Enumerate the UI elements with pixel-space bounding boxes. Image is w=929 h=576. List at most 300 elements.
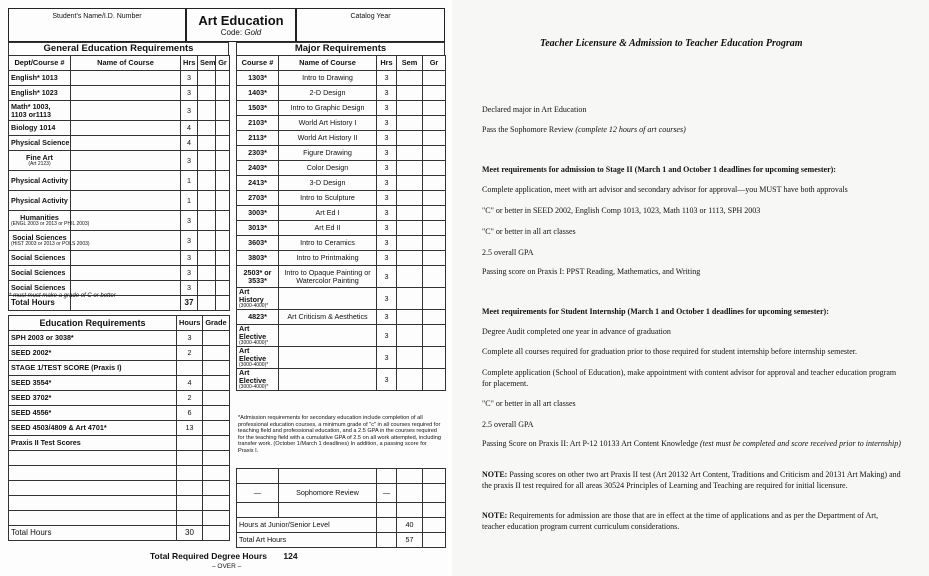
major-hrs: 3 bbox=[377, 288, 397, 310]
major-sem-field[interactable] bbox=[397, 236, 423, 251]
gen-ed-course-name: Fine Art bbox=[26, 153, 53, 162]
major-course-name: Art Ed II bbox=[279, 221, 377, 236]
gen-ed-sem-field[interactable] bbox=[198, 231, 216, 251]
major-course-name[interactable] bbox=[279, 347, 377, 369]
major-hrs: 3 bbox=[377, 369, 397, 391]
sb6 bbox=[237, 503, 279, 518]
sophomore-sem[interactable] bbox=[397, 484, 423, 503]
edu-grade-field[interactable] bbox=[203, 391, 230, 406]
sb4 bbox=[397, 469, 423, 484]
edu-blank-cell[interactable] bbox=[9, 511, 177, 526]
edu-blank-grade bbox=[203, 451, 230, 466]
sophomore-left: — bbox=[237, 484, 279, 503]
gen-ed-sem-field[interactable] bbox=[198, 101, 216, 121]
major-sem-field[interactable] bbox=[397, 161, 423, 176]
sophomore-right: — bbox=[377, 484, 397, 503]
gen-ed-footnote: * must must make a grade of C or better bbox=[9, 293, 116, 299]
major-hrs: 3 bbox=[377, 236, 397, 251]
edu-blank-grade bbox=[203, 511, 230, 526]
major-course-num: 3803* bbox=[248, 253, 267, 262]
gen-ed-sem-field[interactable] bbox=[198, 266, 216, 281]
edu-blank-hrs bbox=[177, 481, 203, 496]
major-course-name: World Art History I bbox=[279, 116, 377, 131]
total-art-value: 57 bbox=[397, 533, 423, 548]
sb3 bbox=[377, 469, 397, 484]
table-row bbox=[237, 131, 446, 146]
major-gr-field[interactable] bbox=[423, 310, 446, 325]
gen-ed-gr-field[interactable] bbox=[216, 231, 230, 251]
gen-ed-course-name: Social Sciences bbox=[11, 253, 66, 262]
table-row bbox=[237, 266, 446, 288]
gen-ed-course bbox=[9, 191, 71, 211]
gen-ed-course-name: English* 1023 bbox=[11, 88, 58, 97]
edu-hrs: 6 bbox=[177, 406, 203, 421]
gen-ed-course-sub: (Art 2123) bbox=[28, 161, 51, 167]
edu-course: SEED 4503/4809 & Art 4701* bbox=[9, 421, 177, 436]
gen-ed-course bbox=[9, 136, 71, 151]
edu-course: STAGE 1/TEST SCORE (Praxis I) bbox=[9, 361, 177, 376]
edu-table bbox=[8, 315, 230, 541]
edu-course: SEED 4556* bbox=[9, 406, 177, 421]
major-gr-field[interactable] bbox=[423, 191, 446, 206]
gen-ed-gr-field[interactable] bbox=[216, 101, 230, 121]
major-course-num: 3013* bbox=[248, 223, 267, 232]
major-course bbox=[237, 161, 279, 176]
table-row bbox=[9, 361, 230, 376]
internship-item-3: Complete application (School of Education), make appointment with content advisor for approval and teacher education program for placement. bbox=[482, 368, 897, 388]
gen-ed-gr-field[interactable] bbox=[216, 121, 230, 136]
edu-blank-grade bbox=[203, 496, 230, 511]
internship-item-4: "C" or better in all art classes bbox=[482, 399, 576, 408]
edu-total-label: Total Hours bbox=[9, 526, 177, 541]
internship-heading: Meet requirements for Student Internship (March 1 and October 1 deadlines for upcoming semester): bbox=[482, 307, 829, 316]
major-sem-field[interactable] bbox=[397, 71, 423, 86]
table-row bbox=[9, 86, 230, 101]
major-gr-field[interactable] bbox=[423, 101, 446, 116]
sophomore-review-label: Sophomore Review bbox=[279, 484, 377, 503]
table-row bbox=[9, 266, 230, 281]
edu-course: SEED 3702* bbox=[9, 391, 177, 406]
gen-ed-total-sem bbox=[198, 296, 216, 311]
major-course bbox=[237, 116, 279, 131]
gen-ed-course bbox=[9, 231, 90, 251]
gen-ed-hrs: 4 bbox=[181, 136, 198, 151]
gen-ed-sem-field[interactable] bbox=[198, 151, 216, 171]
table-row bbox=[237, 369, 446, 391]
edu-blank-cell[interactable] bbox=[9, 496, 177, 511]
note-two-text: Requirements for admission are those that are in effect at the time of applications and as per the Department of Art, teacher education program current curriculum considerations. bbox=[482, 511, 879, 531]
major-course-num: 1403* bbox=[248, 88, 267, 97]
program-title: Art Education bbox=[198, 13, 284, 28]
stage-two-heading: Meet requirements for admission to Stage II (March 1 and October 1 deadlines for upcoming semester): bbox=[482, 165, 836, 174]
edu-blank-row bbox=[9, 466, 230, 481]
gen-ed-name-field[interactable] bbox=[71, 151, 181, 171]
gen-ed-total-value: 37 bbox=[181, 296, 198, 311]
major-course-num: 3603* bbox=[248, 238, 267, 247]
admission-note: *Admission requirements for secondary education include completion of all professional education courses, a minimum grade of "c" in all courses required for teaching field and professional education, and a 2.5 GPA in the courses required for the teaching field with a cumulative GPA of 2.5 on all work attempted, including transfer work. (October 1/March 1 deadlines) In addition, a passing score for Praxis I. bbox=[238, 415, 441, 454]
edu-header-row bbox=[9, 316, 230, 331]
edu-course: SEED 3554* bbox=[9, 376, 177, 391]
major-gr-field[interactable] bbox=[423, 146, 446, 161]
gen-ed-name-field[interactable] bbox=[71, 136, 181, 151]
edu-course: Praxis II Test Scores bbox=[9, 436, 177, 451]
major-hrs: 3 bbox=[377, 266, 397, 288]
gen-ed-sem-field[interactable] bbox=[198, 171, 216, 191]
major-hrs: 3 bbox=[377, 131, 397, 146]
sb7 bbox=[279, 503, 377, 518]
edu-grade-field[interactable] bbox=[203, 406, 230, 421]
major-hrs: 3 bbox=[377, 146, 397, 161]
gen-ed-name-field[interactable] bbox=[71, 86, 181, 101]
stage-two-item-4: 2.5 overall GPA bbox=[482, 248, 534, 257]
gen-ed-title: General Education Requirements bbox=[8, 42, 229, 56]
gen-ed-sem-field[interactable] bbox=[198, 86, 216, 101]
major-course-sub: (3000-4000)* bbox=[239, 362, 269, 368]
major-sem-field[interactable] bbox=[397, 191, 423, 206]
major-course bbox=[237, 101, 279, 116]
edu-title: Education Requirements bbox=[9, 316, 177, 331]
edu-course: SEED 2002* bbox=[9, 346, 177, 361]
edu-grade-field[interactable] bbox=[203, 376, 230, 391]
major-course-sub: (3000-4000)* bbox=[239, 340, 269, 346]
gen-ed-gr-field[interactable] bbox=[216, 171, 230, 191]
gen-ed-sem-field[interactable] bbox=[198, 251, 216, 266]
major-gr-field[interactable] bbox=[423, 347, 446, 369]
gen-ed-name-field[interactable] bbox=[71, 101, 181, 121]
gen-ed-header-row bbox=[9, 56, 230, 71]
total-art-gr bbox=[423, 533, 446, 548]
gen-ed-name-field[interactable] bbox=[71, 191, 181, 211]
major-title: Major Requirements bbox=[236, 42, 445, 56]
gen-ed-sem-field[interactable] bbox=[198, 191, 216, 211]
edu-grade-field[interactable] bbox=[203, 361, 230, 376]
major-course-num: 2103* bbox=[248, 118, 267, 127]
edu-grade-field[interactable] bbox=[203, 331, 230, 346]
major-course bbox=[237, 251, 279, 266]
major-gr-field[interactable] bbox=[423, 288, 446, 310]
edu-hrs: 4 bbox=[177, 376, 203, 391]
table-row bbox=[237, 236, 446, 251]
gen-ed-hrs: 1 bbox=[181, 171, 198, 191]
edu-col-hours: Hours bbox=[177, 316, 203, 331]
major-course-name: Figure Drawing bbox=[279, 146, 377, 161]
major-sem-field[interactable] bbox=[397, 146, 423, 161]
major-course-name: Intro to Opaque Painting or Watercolor Painting bbox=[279, 266, 377, 288]
major-course-num: 2413* bbox=[248, 178, 267, 187]
table-row bbox=[9, 436, 230, 451]
gen-ed-gr-field[interactable] bbox=[216, 86, 230, 101]
major-gr-field[interactable] bbox=[423, 266, 446, 288]
gen-ed-name-field[interactable] bbox=[71, 251, 181, 266]
major-gr-field[interactable] bbox=[423, 369, 446, 391]
gen-ed-hrs: 3 bbox=[181, 151, 198, 171]
major-sem-field[interactable] bbox=[397, 206, 423, 221]
major-sem-field[interactable] bbox=[397, 176, 423, 191]
major-gr-field[interactable] bbox=[423, 236, 446, 251]
major-course bbox=[237, 347, 279, 369]
edu-blank-row bbox=[9, 496, 230, 511]
major-sem-field[interactable] bbox=[397, 101, 423, 116]
major-course-num: 3003* bbox=[248, 208, 267, 217]
major-col-course: Course # bbox=[237, 56, 279, 71]
edu-blank-hrs bbox=[177, 451, 203, 466]
major-hrs: 3 bbox=[377, 116, 397, 131]
gen-ed-hrs: 3 bbox=[181, 231, 198, 251]
code-label: Code: bbox=[220, 28, 243, 37]
table-row bbox=[9, 391, 230, 406]
gen-ed-hrs: 3 bbox=[181, 211, 198, 231]
major-hrs: 3 bbox=[377, 221, 397, 236]
gen-ed-course bbox=[9, 266, 71, 281]
major-hrs: 3 bbox=[377, 325, 397, 347]
curriculum-sheet bbox=[0, 0, 448, 576]
edu-total-value: 30 bbox=[177, 526, 203, 541]
total-degree-hours bbox=[150, 551, 298, 561]
major-col-sem: Sem bbox=[397, 56, 423, 71]
gen-ed-course-name: Physical Activity bbox=[11, 195, 68, 205]
internship-item-6 bbox=[482, 438, 902, 449]
gen-ed-gr-field[interactable] bbox=[216, 191, 230, 211]
gen-ed-course-name: Humanities bbox=[20, 213, 59, 222]
major-course-name[interactable] bbox=[279, 288, 377, 310]
major-sem-field[interactable] bbox=[397, 131, 423, 146]
gen-ed-sem-field[interactable] bbox=[198, 211, 216, 231]
declared-major-text: Declared major in Art Education bbox=[482, 105, 587, 114]
table-row bbox=[237, 288, 446, 310]
table-row bbox=[9, 331, 230, 346]
gen-ed-gr-field[interactable] bbox=[216, 211, 230, 231]
major-course-name: Art Criticism & Aesthetics bbox=[279, 310, 377, 325]
table-row bbox=[9, 231, 230, 251]
major-sem-field[interactable] bbox=[397, 369, 423, 391]
edu-blank-grade bbox=[203, 466, 230, 481]
gen-ed-hrs: 3 bbox=[181, 266, 198, 281]
major-course-name: 3-D Design bbox=[279, 176, 377, 191]
edu-hrs: 2 bbox=[177, 346, 203, 361]
gen-ed-name-field[interactable] bbox=[71, 71, 181, 86]
major-gr-field[interactable] bbox=[423, 131, 446, 146]
major-gr-field[interactable] bbox=[423, 176, 446, 191]
gen-ed-course-name: Math* 1003, 1103 or1113 bbox=[11, 101, 51, 119]
col-name-of-course: Name of Course bbox=[71, 56, 181, 71]
major-col-name: Name of Course bbox=[279, 56, 377, 71]
table-row bbox=[9, 71, 230, 86]
gen-ed-course-sub: (HIST 2003 or 2013 or POLS 2003) bbox=[11, 241, 90, 247]
major-course-name: Intro to Drawing bbox=[279, 71, 377, 86]
edu-grade-field[interactable] bbox=[203, 436, 230, 451]
major-course bbox=[237, 131, 279, 146]
major-gr-field[interactable] bbox=[423, 221, 446, 236]
stage-two-item-5: Passing score on Praxis I: PPST Reading, Mathematics, and Writing bbox=[482, 267, 701, 276]
gen-ed-gr-field[interactable] bbox=[216, 71, 230, 86]
table-row bbox=[237, 161, 446, 176]
gen-ed-name-field[interactable] bbox=[71, 121, 181, 136]
major-sem-field[interactable] bbox=[397, 347, 423, 369]
major-gr-field[interactable] bbox=[423, 161, 446, 176]
edu-blank-row bbox=[9, 511, 230, 526]
major-gr-field[interactable] bbox=[423, 251, 446, 266]
total-degree-label: Total Required Degree Hours bbox=[150, 551, 267, 561]
table-row bbox=[237, 191, 446, 206]
edu-hrs: 2 bbox=[177, 391, 203, 406]
gen-ed-gr-field[interactable] bbox=[216, 136, 230, 151]
junior-senior-value: 40 bbox=[397, 518, 423, 533]
major-course-name[interactable] bbox=[279, 369, 377, 391]
major-course bbox=[237, 206, 279, 221]
major-course-name[interactable] bbox=[279, 325, 377, 347]
major-sem-field[interactable] bbox=[397, 116, 423, 131]
sb1 bbox=[237, 469, 279, 484]
gen-ed-hrs: 3 bbox=[181, 101, 198, 121]
major-hrs: 3 bbox=[377, 310, 397, 325]
table-row bbox=[9, 251, 230, 266]
summary-blank-row bbox=[237, 503, 446, 518]
major-gr-field[interactable] bbox=[423, 86, 446, 101]
edu-blank-cell[interactable] bbox=[9, 466, 177, 481]
praxis-italic: (test must be completed and score received prior to internship) bbox=[699, 439, 901, 448]
major-course bbox=[237, 369, 279, 391]
major-course-num: Art Elective bbox=[239, 324, 267, 341]
table-row bbox=[237, 101, 446, 116]
table-row bbox=[9, 151, 230, 171]
student-name-box[interactable] bbox=[8, 8, 186, 42]
major-sem-field[interactable] bbox=[397, 310, 423, 325]
major-course bbox=[237, 288, 279, 310]
edu-blank-hrs bbox=[177, 496, 203, 511]
major-course-num: 1503* bbox=[248, 103, 267, 112]
col-gr: Gr bbox=[216, 56, 230, 71]
edu-blank-row bbox=[9, 451, 230, 466]
gen-ed-gr-field[interactable] bbox=[216, 266, 230, 281]
edu-blank-grade bbox=[203, 481, 230, 496]
major-course-num: Art Elective bbox=[239, 346, 267, 363]
major-hrs: 3 bbox=[377, 86, 397, 101]
table-row bbox=[9, 171, 230, 191]
gen-ed-sem-field[interactable] bbox=[198, 136, 216, 151]
major-course-num: 1303* bbox=[248, 73, 267, 82]
gen-ed-sem-field[interactable] bbox=[198, 121, 216, 136]
internship-item-2: Complete all courses required for graduation prior to those required for student internship before internship semester. bbox=[482, 347, 858, 356]
major-col-gr: Gr bbox=[423, 56, 446, 71]
gen-ed-course-name: Social Sciences bbox=[12, 233, 67, 242]
table-row bbox=[9, 421, 230, 436]
gen-ed-sem-field[interactable] bbox=[198, 281, 216, 296]
major-summary-table bbox=[236, 468, 446, 548]
major-sem-field[interactable] bbox=[397, 325, 423, 347]
major-course-sub: (3000-4000)* bbox=[239, 384, 269, 390]
gen-ed-hrs: 4 bbox=[181, 121, 198, 136]
major-course bbox=[237, 236, 279, 251]
major-sem-field[interactable] bbox=[397, 221, 423, 236]
major-course-name: World Art History II bbox=[279, 131, 377, 146]
major-course bbox=[237, 71, 279, 86]
sb10 bbox=[423, 503, 446, 518]
major-course bbox=[237, 146, 279, 161]
gen-ed-sem-field[interactable] bbox=[198, 71, 216, 86]
major-sem-field[interactable] bbox=[397, 251, 423, 266]
major-header-row bbox=[237, 56, 446, 71]
edu-blank-cell[interactable] bbox=[9, 451, 177, 466]
internship-item-1: Degree Audit completed one year in advance of graduation bbox=[482, 327, 671, 336]
major-course-name: Intro to Sculpture bbox=[279, 191, 377, 206]
gen-ed-name-field[interactable] bbox=[71, 171, 181, 191]
edu-blank-cell[interactable] bbox=[9, 481, 177, 496]
major-sem-field[interactable] bbox=[397, 266, 423, 288]
table-row bbox=[237, 325, 446, 347]
major-course bbox=[237, 310, 279, 325]
col-hrs: Hrs bbox=[181, 56, 198, 71]
sophomore-italic: (complete 12 hours of art courses) bbox=[575, 125, 686, 134]
sophomore-gr[interactable] bbox=[423, 484, 446, 503]
stage-two-item-3: "C" or better in all art classes bbox=[482, 227, 576, 236]
major-sem-field[interactable] bbox=[397, 288, 423, 310]
table-row bbox=[9, 376, 230, 391]
junior-blank bbox=[377, 518, 397, 533]
note-one bbox=[482, 469, 902, 491]
edu-blank-row bbox=[9, 481, 230, 496]
edu-hrs: 13 bbox=[177, 421, 203, 436]
table-row bbox=[237, 146, 446, 161]
major-course-num: 2403* bbox=[248, 163, 267, 172]
gen-ed-gr-field[interactable] bbox=[216, 151, 230, 171]
edu-grade-field[interactable] bbox=[203, 346, 230, 361]
sb9 bbox=[397, 503, 423, 518]
gen-ed-course bbox=[9, 251, 71, 266]
table-row bbox=[9, 211, 230, 231]
major-course-num: 2703* bbox=[248, 193, 267, 202]
gen-ed-course bbox=[9, 151, 71, 171]
major-gr-field[interactable] bbox=[423, 206, 446, 221]
major-sem-field[interactable] bbox=[397, 86, 423, 101]
table-row bbox=[237, 71, 446, 86]
note-one-text: Passing scores on other two art Praxis II test (Art 20132 Art Content, Traditions and Criticism and 20131 Art Making) and the praxis II test required for all areas 30524 Principles of Learning and Teaching are required for initial licensure. bbox=[482, 470, 901, 490]
licensure-title: Teacher Licensure & Admission to Teacher Education Program bbox=[540, 38, 803, 49]
edu-blank-hrs bbox=[177, 466, 203, 481]
note-one-label: NOTE: bbox=[482, 470, 508, 479]
gen-ed-name-field[interactable] bbox=[71, 266, 181, 281]
gen-ed-table bbox=[8, 55, 230, 311]
gen-ed-hrs: 1 bbox=[181, 191, 198, 211]
major-course-num: 2113* bbox=[248, 133, 267, 142]
table-row bbox=[9, 121, 230, 136]
gen-ed-course bbox=[9, 101, 71, 121]
sb8 bbox=[377, 503, 397, 518]
major-course-num: Art History bbox=[239, 287, 264, 304]
major-gr-field[interactable] bbox=[423, 325, 446, 347]
table-row bbox=[237, 176, 446, 191]
sophomore-review-text bbox=[482, 124, 902, 135]
table-row bbox=[9, 406, 230, 421]
major-hrs: 3 bbox=[377, 71, 397, 86]
total-art-row bbox=[237, 533, 446, 548]
gen-ed-gr-field[interactable] bbox=[216, 281, 230, 296]
major-course-name: Color Design bbox=[279, 161, 377, 176]
major-hrs: 3 bbox=[377, 176, 397, 191]
edu-grade-field[interactable] bbox=[203, 421, 230, 436]
major-course-num: Art Elective bbox=[239, 368, 267, 385]
catalog-year-box[interactable] bbox=[296, 8, 445, 42]
gen-ed-course bbox=[9, 71, 71, 86]
major-gr-field[interactable] bbox=[423, 71, 446, 86]
major-gr-field[interactable] bbox=[423, 116, 446, 131]
major-course-name: Intro to Ceramics bbox=[279, 236, 377, 251]
major-course-num: 2303* bbox=[248, 148, 267, 157]
gen-ed-hrs: 3 bbox=[181, 281, 198, 296]
gen-ed-gr-field[interactable] bbox=[216, 251, 230, 266]
major-course bbox=[237, 191, 279, 206]
gen-ed-course bbox=[9, 171, 71, 191]
major-course bbox=[237, 325, 279, 347]
